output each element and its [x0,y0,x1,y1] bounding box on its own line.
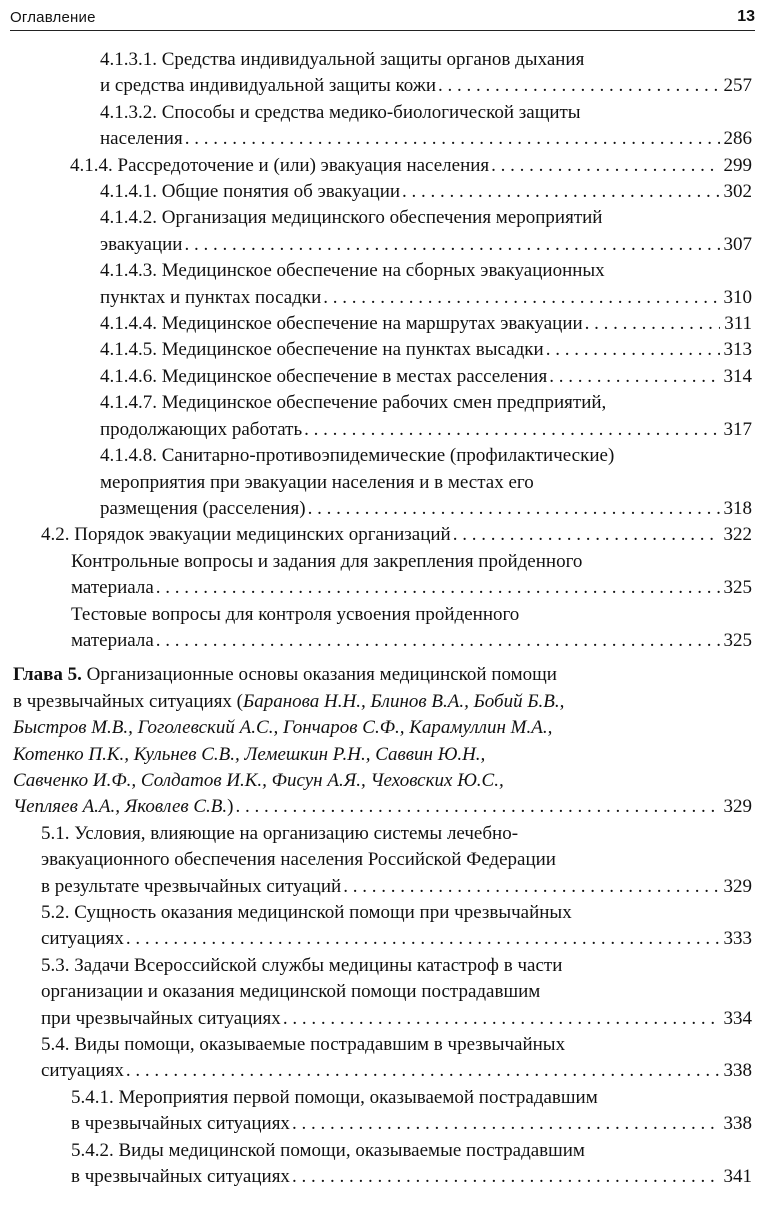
toc-entry-line: в результате чрезвычайных ситуаций [41,875,342,897]
dot-leader [156,628,720,654]
toc-page-number: 299 [723,154,752,176]
chapter-close-paren: ) [227,796,234,818]
toc-entry-line: 5.2. Сущность оказания медицинской помощи при чрезвычайных [41,902,572,923]
chapter-authors: Баранова Н.Н., Блинов В.А., Бобий Б.В., [243,690,565,712]
toc-entry-line: в чрезвычайных ситуациях [71,1166,290,1188]
toc-page-number: 314 [723,365,752,387]
running-header [10,6,755,31]
dot-leader [438,73,719,99]
toc-entry-5-4[interactable] [0,1032,765,1085]
page-number: 13 [737,8,755,25]
dot-leader [549,364,719,390]
toc-entry-line: 4.1.4.7. Медицинское обеспечение рабочих смен предприятий, [100,392,607,414]
toc-entry-line: материала [71,577,154,599]
toc-page-number: 317 [723,418,752,440]
dot-leader [156,575,720,601]
toc-entry-line: 4.1.4.4. Медицинское обеспечение на маршрутах эвакуации [100,313,583,335]
toc-entry-line: 5.3. Задачи Всероссийской службы медицины катастроф в части [41,954,563,976]
toc-entry-4-1-4-6[interactable] [0,364,765,390]
toc-page-number: 307 [723,233,752,255]
toc-entry-line: Тестовые вопросы для контроля усвоения пройденного [71,603,520,625]
running-header-title: Оглавление [10,9,96,26]
toc-entry-4-1-4-4[interactable] [0,311,765,337]
toc-entry-line: 5.4.1. Мероприятия первой помощи, оказываемой пострадавшим [71,1086,598,1108]
dot-leader [491,153,719,179]
toc-page-number: 313 [723,339,752,361]
toc-entry-test-questions[interactable] [0,602,765,655]
table-of-contents [0,47,765,1190]
chapter-title: в чрезвычайных ситуациях ( [13,690,244,712]
toc-entry-4-1-4-5[interactable] [0,337,765,363]
toc-entry-line: 4.2. Порядок эвакуации медицинских организаций [41,524,451,546]
toc-entry-line: ситуациях [41,1060,124,1082]
toc-entry-line: 5.4. Виды помощи, оказываемые пострадавшим в чрезвычайных [41,1034,566,1056]
dot-leader [402,179,719,205]
toc-entry-line: в чрезвычайных ситуациях [71,1113,290,1135]
toc-entry-line: 4.1.4.6. Медицинское обеспечение в местах расселения [100,365,548,387]
toc-entry-4-2[interactable] [0,522,765,548]
toc-entry-line: 4.1.4.1. Общие понятия об эвакуации [100,181,401,203]
toc-entry-5-2[interactable] [0,900,765,953]
dot-leader [185,126,720,152]
toc-entry-line: населения [100,128,183,150]
toc-page-number: 310 [723,286,752,308]
toc-entry-line: и средства индивидуальной защиты кожи [100,75,437,97]
toc-entry-line: эвакуационного обеспечения населения Российской Федерации [41,849,556,871]
toc-page-number: 322 [723,524,752,546]
chapter-authors: Быстров М.В., Гоголевский А.С., Гончаров С.Ф., Карамуллин М.А., [13,717,553,739]
toc-entry-5-4-2[interactable] [0,1138,765,1191]
toc-entry-line: 4.1.4.5. Медицинское обеспечение на пунктах высадки [100,339,544,361]
chapter-authors: Чепляев А.А., Яковлев С.В. [13,796,228,818]
dot-leader [283,1006,720,1032]
toc-entry-4-1-4-2[interactable] [0,205,765,258]
toc-entry-line: Контрольные вопросы и задания для закрепления пройденного [71,550,583,572]
dot-leader [343,874,719,900]
toc-entry-line: пунктах и пунктах посадки [100,286,322,308]
toc-entry-line: 5.1. Условия, влияющие на организацию системы лечебно- [41,822,519,844]
dot-leader [292,1164,720,1190]
toc-entry-4-1-4[interactable] [0,153,765,179]
toc-entry-4-1-4-8[interactable] [0,443,765,522]
dot-leader [304,417,719,443]
toc-entry-line: 4.1.4.2. Организация медицинского обеспечения мероприятий [100,207,603,229]
toc-entry-line: 4.1.4.3. Медицинское обеспечение на сборных эвакуационных [100,260,605,282]
toc-entry-line: эвакуации [100,233,183,255]
chapter-title: Организационные основы оказания медицинской помощи [81,664,557,686]
chapter-label: Глава 5. [13,664,82,686]
dot-leader [126,1058,720,1084]
dot-leader [323,285,719,311]
toc-entry-line: продолжающих работать [100,418,303,440]
toc-entry-4-1-3-1[interactable] [0,47,765,100]
toc-page-number: 257 [723,75,752,97]
toc-entry-control-questions[interactable] [0,549,765,602]
toc-entry-line: мероприятия при эвакуации населения и в местах его [100,471,534,493]
toc-entry-line: 4.1.3.2. Способы и средства медико-биологической защиты [100,101,581,123]
toc-entry-line: ситуациях [41,928,124,950]
toc-entry-line: размещения (расселения) [100,497,306,519]
dot-leader [235,794,719,820]
toc-chapter-5[interactable] [0,662,765,820]
chapter-authors: Савченко И.Ф., Солдатов И.К., Фисун А.Я., Чеховских Ю.С., [13,769,504,791]
toc-entry-line: 5.4.2. Виды медицинской помощи, оказываемые пострадавшим [71,1139,585,1161]
toc-entry-line: при чрезвычайных ситуациях [41,1007,281,1029]
toc-page-number: 329 [723,875,752,897]
dot-leader [126,926,720,952]
toc-entry-5-3[interactable] [0,953,765,1032]
dot-leader [546,337,720,363]
toc-entry-line: 4.1.4. Рассредоточение и (или) эвакуация населения [70,154,490,176]
toc-entry-5-4-1[interactable] [0,1085,765,1138]
toc-page-number: 325 [723,629,752,651]
toc-page-number: 311 [724,313,752,335]
toc-page-number: 325 [723,577,752,599]
toc-page-number: 302 [723,181,752,203]
toc-entry-4-1-4-7[interactable] [0,390,765,443]
toc-entry-line: 4.1.4.8. Санитарно-противоэпидемические (профилактические) [100,445,615,467]
dot-leader [292,1111,720,1137]
toc-entry-4-1-3-2[interactable] [0,100,765,153]
toc-entry-line: 4.1.3.1. Средства индивидуальной защиты органов дыхания [100,49,585,70]
toc-page-number: 329 [723,796,752,818]
toc-entry-4-1-4-1[interactable] [0,179,765,205]
toc-entry-line: материала [71,629,154,651]
toc-page-number: 338 [723,1060,752,1082]
toc-page-number: 318 [723,497,752,519]
chapter-authors: Котенко П.К., Кульнев С.В., Лемешкин Р.Н., Саввин Ю.Н., [13,743,486,765]
toc-page-number: 334 [723,1007,752,1029]
dot-leader [308,496,720,522]
toc-page-number: 333 [723,928,752,950]
toc-page-number: 338 [723,1113,752,1135]
toc-page-number: 286 [723,128,752,150]
toc-entry-5-1[interactable] [0,821,765,900]
dot-leader [585,311,721,337]
dot-leader [453,522,720,548]
toc-page-number: 341 [723,1166,752,1188]
toc-entry-line: организации и оказания медицинской помощи пострадавшим [41,981,541,1003]
toc-entry-4-1-4-3[interactable] [0,258,765,311]
dot-leader [184,232,719,258]
